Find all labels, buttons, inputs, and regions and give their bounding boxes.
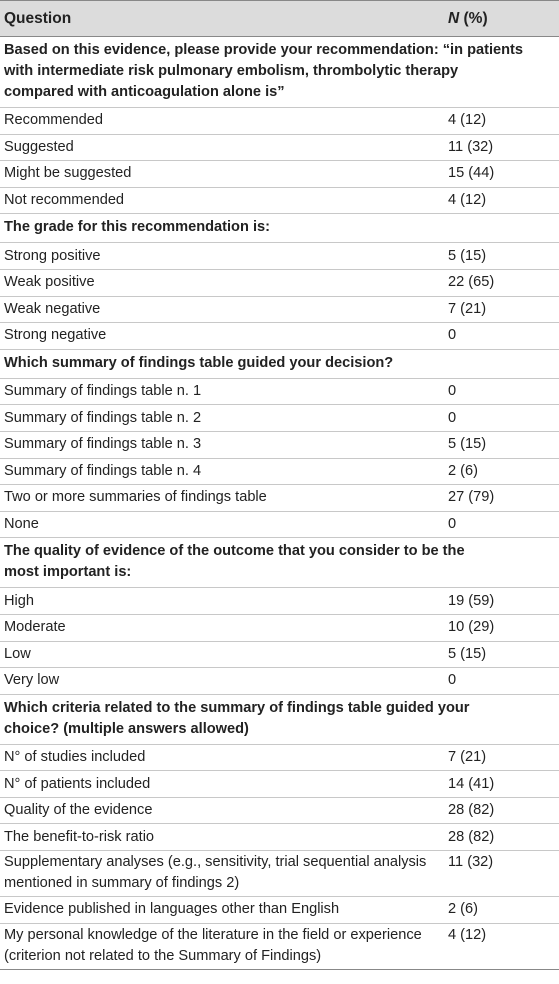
- section-heading: [0, 214, 559, 243]
- section-heading: [0, 37, 559, 108]
- table-row: [0, 824, 559, 851]
- answer-label: Suggested: [4, 138, 74, 155]
- answer-count: 11 (32): [448, 138, 494, 155]
- answer-count: 22 (65): [448, 274, 495, 291]
- table-row: [0, 771, 559, 798]
- answer-label: Strong negative: [4, 327, 107, 344]
- answer-count: 11 (32): [448, 854, 494, 871]
- table-row: [0, 745, 559, 772]
- answer-label: None: [4, 516, 39, 533]
- table-row: [0, 512, 559, 539]
- answer-label: Not recommended: [4, 192, 125, 209]
- answer-count: 0: [448, 516, 457, 533]
- section-heading-line: Which criteria related to the summary of findings table guided your: [4, 699, 470, 716]
- answer-label: Might be suggested: [4, 165, 132, 182]
- answer-label: High: [4, 592, 35, 609]
- table-row: [0, 798, 559, 825]
- table-row: [0, 668, 559, 695]
- answer-count: 0: [448, 383, 457, 400]
- table-row: [0, 323, 559, 350]
- answer-label: N° of patients included: [4, 775, 151, 792]
- answer-count: 2 (6): [448, 901, 479, 918]
- table-row: [0, 642, 559, 669]
- answer-label: Summary of findings table n. 4: [4, 462, 202, 479]
- answer-count: 7 (21): [448, 748, 487, 765]
- section-heading: [0, 538, 559, 588]
- table-row: [0, 924, 559, 970]
- section-heading: [0, 695, 559, 745]
- answer-count: 5 (15): [448, 247, 487, 264]
- answer-label-line: My personal knowledge of the literature in the field or experience: [4, 926, 422, 943]
- answer-label-line: (criterion not related to the Summary of Findings): [4, 947, 322, 964]
- table-row: [0, 432, 559, 459]
- answer-label: Summary of findings table n. 3: [4, 436, 202, 453]
- answer-count: 4 (12): [448, 192, 487, 209]
- answer-label: Summary of findings table n. 2: [4, 409, 202, 426]
- answer-count: 14 (41): [448, 775, 495, 792]
- answer-label: Low: [4, 645, 31, 662]
- section-heading-line: The grade for this recommendation is:: [4, 219, 270, 236]
- answer-count: 0: [448, 672, 457, 689]
- table-header: [0, 0, 559, 37]
- table-row: [0, 851, 559, 897]
- answer-count: 4 (12): [448, 926, 487, 943]
- answer-label-line: mentioned in summary of findings 2): [4, 875, 240, 892]
- answer-label: Evidence published in languages other than English: [4, 901, 340, 918]
- answer-count: 27 (79): [448, 489, 495, 506]
- table-row: [0, 588, 559, 615]
- answer-label: Very low: [4, 672, 60, 689]
- table-row: [0, 485, 559, 512]
- table-row: [0, 405, 559, 432]
- answer-label-line: Supplementary analyses (e.g., sensitivity, trial sequential analysis: [4, 854, 427, 871]
- answer-count: 2 (6): [448, 462, 479, 479]
- answer-label: Recommended: [4, 112, 103, 129]
- table-row: [0, 459, 559, 486]
- answer-count: 0: [448, 327, 457, 344]
- section-heading-line: most important is:: [4, 564, 132, 581]
- answer-label: Strong positive: [4, 247, 101, 264]
- question-column-header: Question: [4, 9, 72, 27]
- answer-label: Weak negative: [4, 300, 101, 317]
- answer-label: N° of studies included: [4, 748, 146, 765]
- section-heading-line: compared with anticoagulation alone is”: [4, 84, 285, 100]
- table-row: [0, 615, 559, 642]
- n-percent-column-header: N (%): [448, 9, 488, 27]
- table-row: [0, 108, 559, 135]
- answer-count: 7 (21): [448, 300, 487, 317]
- section-heading: [0, 350, 559, 379]
- table-row: [0, 135, 559, 162]
- table-row: [0, 243, 559, 270]
- answer-label: Summary of findings table n. 1: [4, 383, 202, 400]
- table-row: [0, 161, 559, 188]
- answer-label: [0, 925, 448, 967]
- answer-label: Moderate: [4, 619, 66, 636]
- answer-count: 28 (82): [448, 828, 495, 845]
- section-heading-line: The quality of evidence of the outcome that you consider to be the: [4, 543, 465, 560]
- answer-count: 28 (82): [448, 802, 495, 819]
- table-body: [0, 37, 559, 970]
- answer-count: 5 (15): [448, 645, 487, 662]
- answer-label: [0, 852, 448, 894]
- answer-label: The benefit-to-risk ratio: [4, 828, 155, 845]
- section-heading-line: Which summary of findings table guided your decision?: [4, 354, 394, 371]
- answer-count: 15 (44): [448, 165, 495, 182]
- table-row: [0, 297, 559, 324]
- answer-count: 0: [448, 409, 457, 426]
- table-row: [0, 188, 559, 215]
- table-row: [0, 270, 559, 297]
- answer-count: 5 (15): [448, 436, 487, 453]
- table-row: [0, 379, 559, 406]
- section-heading-line: with intermediate risk pulmonary embolism, thrombolytic therapy: [4, 63, 459, 79]
- section-heading-line: Based on this evidence, please provide your recommendation: “in patients: [4, 42, 524, 58]
- answer-label: Two or more summaries of findings table: [4, 489, 267, 506]
- answer-count: 10 (29): [448, 619, 495, 636]
- answer-count: 19 (59): [448, 592, 495, 609]
- table-row: [0, 897, 559, 924]
- answer-label: Quality of the evidence: [4, 802, 153, 819]
- section-heading-line: choice? (multiple answers allowed): [4, 720, 249, 737]
- answer-label: Weak positive: [4, 274, 95, 291]
- answer-count: 4 (12): [448, 112, 487, 129]
